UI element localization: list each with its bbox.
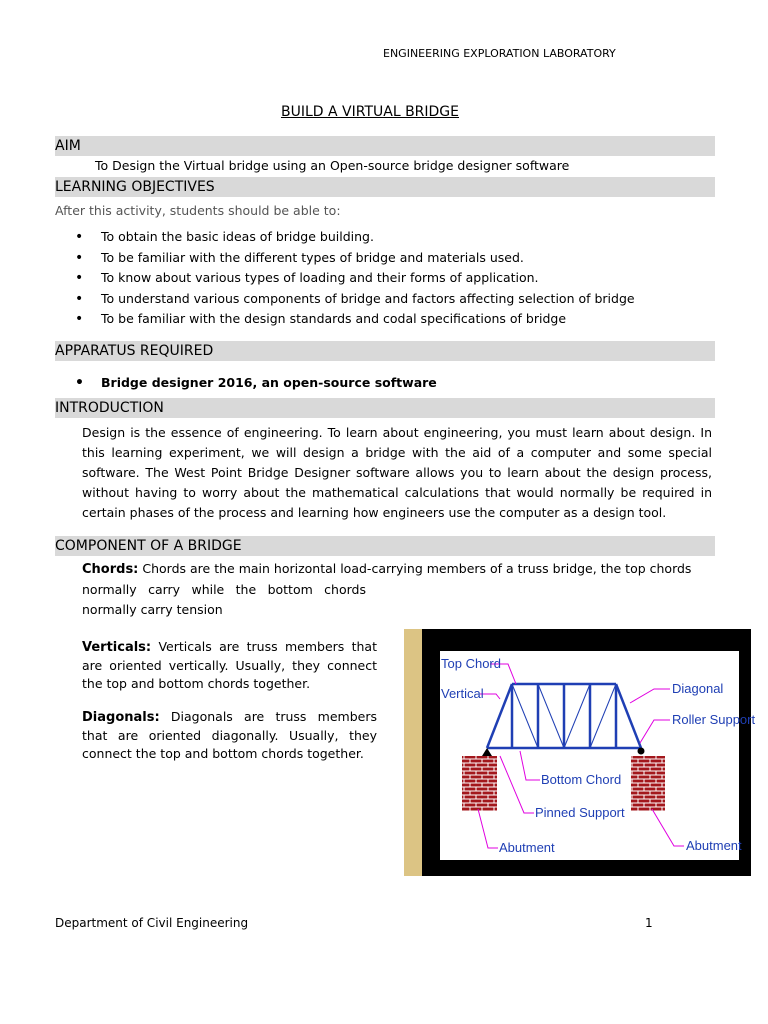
right-abutment <box>631 756 665 811</box>
apparatus-heading-band <box>55 341 715 361</box>
objectives-heading-band <box>55 177 715 197</box>
roller-support-icon <box>638 748 645 755</box>
chords-term: Chords: <box>82 562 139 577</box>
apparatus-list <box>75 373 715 394</box>
list-item: • To be familiar with the design standards and codal specifications of bridge <box>75 309 715 330</box>
list-item: • To obtain the basic ideas of bridge building. <box>75 227 715 248</box>
chords-line-1 <box>82 560 712 579</box>
bridge-figure-strip <box>404 629 422 876</box>
label-bottom-chord: Bottom Chord <box>541 772 622 787</box>
bridge-figure <box>440 651 756 860</box>
aim-heading-band <box>55 136 715 156</box>
diagonals-term: Diagonals: <box>82 710 160 725</box>
verticals-paragraph <box>82 638 377 693</box>
list-item: • To understand various components of bridge and factors affecting selection of bridge <box>75 289 715 310</box>
components-heading-band <box>55 536 715 556</box>
footer-page-number: 1 <box>645 916 653 930</box>
introduction-heading-band <box>55 398 715 418</box>
apparatus-heading: APPARATUS REQUIRED <box>55 343 214 359</box>
aim-heading: AIM <box>55 138 81 154</box>
label-vertical: Vertical <box>441 686 484 701</box>
introduction-heading: INTRODUCTION <box>55 400 164 416</box>
diagonals-paragraph <box>82 708 377 763</box>
verticals-text: Verticals are truss members that are oriented vertically. Usually, they connect the top and bottom chords together. <box>82 639 377 691</box>
objectives-heading: LEARNING OBJECTIVES <box>55 179 215 195</box>
components-heading: COMPONENT OF A BRIDGE <box>55 538 242 554</box>
footer-department: Department of Civil Engineering <box>55 916 249 930</box>
label-diagonal: Diagonal <box>672 681 724 696</box>
left-abutment <box>462 756 497 811</box>
verticals-term: Verticals: <box>82 640 152 655</box>
label-roller-support: Roller Support <box>672 712 756 727</box>
chords-text-1: Chords are the main horizontal load-carrying members of a truss bridge, the top chords <box>142 561 692 576</box>
list-item: • To know about various types of loading and their forms of application. <box>75 268 715 289</box>
document-title: BUILD A VIRTUAL BRIDGE <box>280 104 459 120</box>
truss <box>487 684 641 748</box>
objectives-intro: After this activity, students should be able to: <box>55 203 341 218</box>
introduction-text: Design is the essence of engineering. To learn about engineering, you must learn about design. In this learning experiment, we will design a bridge with the aid of a computer and some special software. The West Point Bridge Designer software allows you to learn about the design process, without having to worry about the mathematical calculations that would normally be required in certain phases of the process and learning how engineers use the computer as a design tool. <box>82 425 712 520</box>
list-item: • To be familiar with the different types of bridge and materials used. <box>75 248 715 269</box>
diagonals-text: Diagonals are truss members that are oriented diagonally. Usually, they connect the top and bottom chords together. <box>82 709 377 761</box>
chords-line-2: normally carry while the bottom chords <box>82 582 366 597</box>
label-top-chord: Top Chord <box>441 656 501 671</box>
label-pinned-support: Pinned Support <box>535 805 625 820</box>
objectives-list <box>75 227 715 330</box>
chords-line-3: normally carry tension <box>82 602 223 617</box>
truss-bridge-diagram <box>440 651 756 860</box>
running-header: ENGINEERING EXPLORATION LABORATORY <box>383 47 616 60</box>
list-item: • Bridge designer 2016, an open-source software <box>75 373 715 394</box>
label-abutment-right: Abutment <box>686 838 742 853</box>
aim-text: To Design the Virtual bridge using an Open-source bridge designer software <box>95 158 570 173</box>
label-abutment-left: Abutment <box>499 840 555 855</box>
